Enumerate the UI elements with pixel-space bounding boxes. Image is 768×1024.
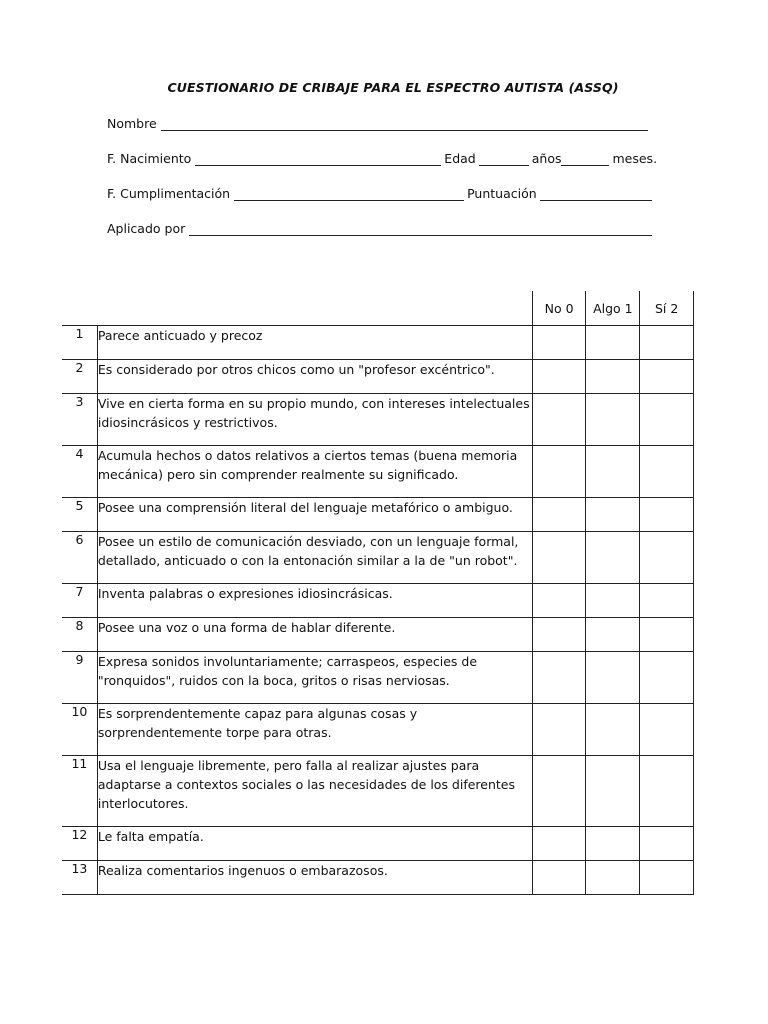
answer-algo-cell[interactable] xyxy=(586,618,640,652)
answer-algo-cell[interactable] xyxy=(586,584,640,618)
answer-si-cell[interactable] xyxy=(640,704,694,756)
answer-algo-cell[interactable] xyxy=(586,498,640,532)
answer-algo-cell[interactable] xyxy=(586,394,640,446)
item-number: 9 xyxy=(62,652,97,704)
item-number: 3 xyxy=(62,394,97,446)
item-text: Es considerado por otros chicos como un "profesor excéntrico". xyxy=(97,360,532,394)
answer-no-cell[interactable] xyxy=(532,584,586,618)
table-row xyxy=(62,827,694,861)
table-row xyxy=(62,326,694,360)
table-row xyxy=(62,394,694,446)
answer-si-cell[interactable] xyxy=(640,360,694,394)
answer-si-cell[interactable] xyxy=(640,446,694,498)
name-label: Nombre xyxy=(107,116,157,131)
age-years-blank[interactable] xyxy=(479,152,529,166)
answer-si-cell[interactable] xyxy=(640,827,694,861)
answer-si-cell[interactable] xyxy=(640,394,694,446)
item-number: 13 xyxy=(62,861,97,895)
item-text: Le falta empatía. xyxy=(97,827,532,861)
item-text: Acumula hechos o datos relativos a ciertos temas (buena memoria mecánica) pero sin comprender realmente su significado. xyxy=(97,446,532,498)
table-row xyxy=(62,360,694,394)
answer-si-cell[interactable] xyxy=(640,498,694,532)
years-label: años xyxy=(531,151,562,166)
answer-algo-cell[interactable] xyxy=(586,326,640,360)
name-blank[interactable] xyxy=(161,117,648,131)
answer-no-cell[interactable] xyxy=(532,532,586,584)
table-row xyxy=(62,756,694,827)
answer-no-cell[interactable] xyxy=(532,827,586,861)
answer-algo-cell[interactable] xyxy=(586,446,640,498)
item-number: 6 xyxy=(62,532,97,584)
answer-no-cell[interactable] xyxy=(532,326,586,360)
name-field xyxy=(107,116,648,131)
item-number: 2 xyxy=(62,360,97,394)
answer-no-cell[interactable] xyxy=(532,704,586,756)
birth-label: F. Nacimiento xyxy=(107,151,192,166)
answer-no-cell[interactable] xyxy=(532,394,586,446)
table-row xyxy=(62,618,694,652)
months-label: meses. xyxy=(612,151,658,166)
table-row xyxy=(62,652,694,704)
answer-algo-cell[interactable] xyxy=(586,532,640,584)
item-text: Parece anticuado y precoz xyxy=(97,326,532,360)
item-number: 11 xyxy=(62,756,97,827)
table-header-row xyxy=(62,291,694,326)
answer-algo-cell[interactable] xyxy=(586,652,640,704)
table-row xyxy=(62,446,694,498)
form-title: CUESTIONARIO DE CRIBAJE PARA EL ESPECTRO AUTISTA (ASSQ) xyxy=(167,80,619,95)
score-blank[interactable] xyxy=(540,187,652,201)
item-number: 12 xyxy=(62,827,97,861)
answer-no-cell[interactable] xyxy=(532,756,586,827)
answer-no-cell[interactable] xyxy=(532,861,586,895)
col-header-si: Sí 2 xyxy=(640,291,694,326)
item-text: Posee un estilo de comunicación desviado, con un lenguaje formal, detallado, anticuado o con la entonación similar a la de "un robot". xyxy=(97,532,532,584)
answer-si-cell[interactable] xyxy=(640,618,694,652)
header-blank-cell xyxy=(62,291,532,326)
item-text: Inventa palabras o expresiones idiosincrásicas. xyxy=(97,584,532,618)
table-row xyxy=(62,532,694,584)
applied-blank[interactable] xyxy=(189,222,652,236)
item-text: Posee una voz o una forma de hablar diferente. xyxy=(97,618,532,652)
answer-algo-cell[interactable] xyxy=(586,360,640,394)
col-header-no: No 0 xyxy=(532,291,586,326)
answer-si-cell[interactable] xyxy=(640,652,694,704)
answer-no-cell[interactable] xyxy=(532,446,586,498)
item-number: 7 xyxy=(62,584,97,618)
item-text: Usa el lenguaje libremente, pero falla al realizar ajustes para adaptarse a contextos sociales o las necesidades de los diferentes interlocutores. xyxy=(97,756,532,827)
item-text: Expresa sonidos involuntariamente; carraspeos, especies de "ronquidos", ruidos con la boca, gritos o risas nerviosas. xyxy=(97,652,532,704)
item-number: 8 xyxy=(62,618,97,652)
answer-si-cell[interactable] xyxy=(640,861,694,895)
table-row xyxy=(62,584,694,618)
answer-no-cell[interactable] xyxy=(532,498,586,532)
score-label: Puntuación xyxy=(467,186,537,201)
answer-algo-cell[interactable] xyxy=(586,756,640,827)
table-row xyxy=(62,861,694,895)
completion-score-field xyxy=(107,186,652,201)
answer-si-cell[interactable] xyxy=(640,756,694,827)
completion-label: F. Cumplimentación xyxy=(107,186,231,201)
item-text: Posee una comprensión literal del lenguaje metafórico o ambiguo. xyxy=(97,498,532,532)
table-row xyxy=(62,704,694,756)
answer-no-cell[interactable] xyxy=(532,618,586,652)
answer-si-cell[interactable] xyxy=(640,584,694,618)
birth-blank[interactable] xyxy=(195,152,441,166)
birth-age-field xyxy=(107,151,657,166)
item-number: 5 xyxy=(62,498,97,532)
item-text: Es sorprendentemente capaz para algunas cosas y sorprendentemente torpe para otras. xyxy=(97,704,532,756)
answer-algo-cell[interactable] xyxy=(586,704,640,756)
answer-si-cell[interactable] xyxy=(640,326,694,360)
item-number: 10 xyxy=(62,704,97,756)
questionnaire-table xyxy=(62,291,694,895)
item-number: 4 xyxy=(62,446,97,498)
answer-algo-cell[interactable] xyxy=(586,827,640,861)
col-header-algo: Algo 1 xyxy=(586,291,640,326)
applied-label: Aplicado por xyxy=(107,221,186,236)
item-text: Realiza comentarios ingenuos o embarazosos. xyxy=(97,861,532,895)
answer-no-cell[interactable] xyxy=(532,652,586,704)
item-text: Vive en cierta forma en su propio mundo, con intereses intelectuales idiosincrásicos y restrictivos. xyxy=(97,394,532,446)
item-number: 1 xyxy=(62,326,97,360)
age-months-blank[interactable] xyxy=(561,152,609,166)
answer-algo-cell[interactable] xyxy=(586,861,640,895)
applied-by-field xyxy=(107,221,652,236)
age-label: Edad xyxy=(444,151,476,166)
completion-blank[interactable] xyxy=(234,187,464,201)
answer-si-cell[interactable] xyxy=(640,532,694,584)
table-row xyxy=(62,498,694,532)
answer-no-cell[interactable] xyxy=(532,360,586,394)
